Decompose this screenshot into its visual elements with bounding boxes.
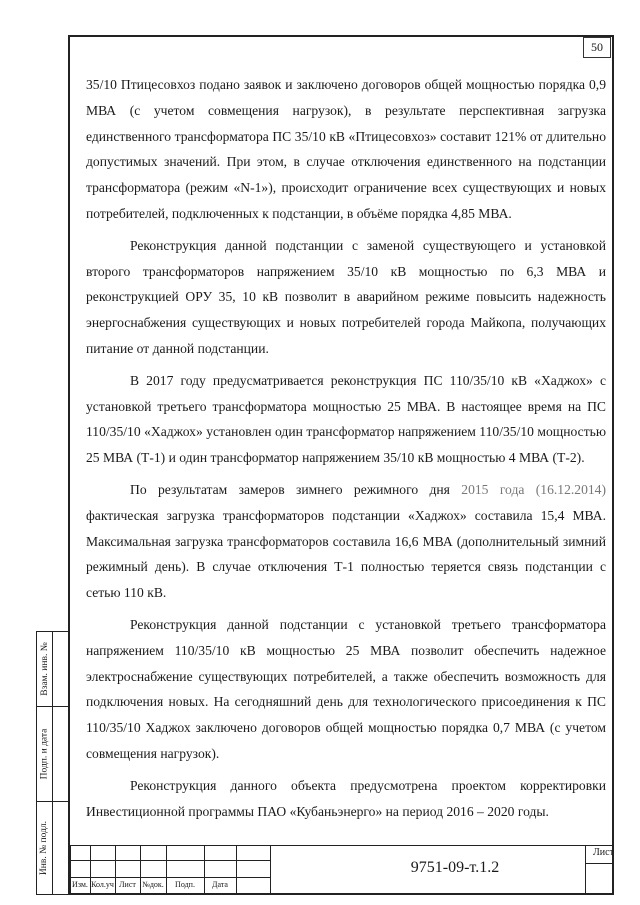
document-body — [86, 72, 606, 824]
paragraph-3: В 2017 году предусматривается реконструкция ПС 110/35/10 кВ «Хаджох» с установкой третьего трансформатора мощностью 25 МВА. В настоящее время на ПС 110/35/10 «Хаджох» установлен один трансформатор напряжением 110/35/10 мощностью 25 МВА (Т-1) и один трансформатор напряжением 35/10 кВ мощностью 4 МВА (Т-2). — [86, 372, 606, 466]
paragraph-5: Реконструкция данной подстанции с установкой третьего трансформатора напряжением 110/35/10 кВ мощностью 25 МВА позволит обеспечить надежное электроснабжение существующих потребителей, а также обеспечить возможность для подключения новых. На сегодняшний день для технологического присоединения к ПС 110/35/10 Хаджох заключено договоров общей мощностью порядка 0,7 МВА (с учетом совмещения нагрузок). — [86, 616, 606, 761]
stamp-vzam-label: Взам. инв. № — [39, 642, 50, 696]
caption-list: Лист — [119, 880, 136, 889]
paragraph-1: 35/10 Птицесовхоз подано заявок и заключено договоров общей мощностью порядка 0,9 МВА (с учетом совмещения нагрузок), в результате перспективная загрузка единственного трансформатора ПС 35/10 кВ «Птицесовхоз» составит 121% от длительно допустимых значений. При этом, в случае отключения единственного на подстанции трансформатора (режим «N-1»), происходит ограничение всех существующих и новых потребителей, подключенных к подстанции, в объёме порядка 4,85 МВА. — [86, 77, 606, 221]
paragraph-4-part-a: По результатам замеров зимнего режимного дня — [130, 481, 462, 497]
stamp-vzam-cell — [37, 632, 53, 706]
paragraph-4 — [86, 477, 606, 606]
caption-ndok: №док. — [142, 880, 164, 889]
paragraph-2: Реконструкция данной подстанции с заменой существующего и установкой второго трансформаторов напряжением 35/10 кВ мощностью по 6,3 МВА и реконструкцией ОРУ 35, 10 кВ позволит в аварийном режиме повысить надежность энергоснабжения существующих и новых потребителей города Майкопа, получающих питание от данной подстанции. — [86, 237, 606, 356]
paragraph-4-date: 2015 года (16.12.2014) — [461, 481, 606, 497]
page-number: 50 — [583, 37, 611, 58]
caption-data: Дата — [212, 880, 228, 889]
caption-podp: Подп. — [175, 880, 195, 889]
stamp-inv-label: Инв. № подл. — [39, 820, 50, 875]
title-block — [70, 845, 614, 894]
document-code: 9751-09-т.1.2 — [410, 859, 500, 876]
caption-koluch: Кол.уч — [91, 880, 114, 889]
stamp-podp-label: Подп. и дата — [39, 728, 50, 779]
stamp-inv-cell — [37, 801, 53, 894]
stamp-podp-cell — [37, 706, 53, 801]
paragraph-6: Реконструкция данного объекта предусмотрена проектом корректировки Инвестиционной программы ПАО «Кубаньэнерго» на период 2016 – 2020 годы. — [86, 777, 606, 819]
binding-stamp — [36, 631, 68, 895]
caption-izm: Изм. — [72, 880, 88, 889]
paragraph-4-part-b: фактическая загрузка трансформаторов подстанции «Хаджох» составила 15,4 МВА. Максимальная загрузка трансформаторов составила 16,6 МВА (дополнительный зимний режимный день). В случае отключения Т-1 полностью теряется связь подстанции с сетью 110 кВ. — [86, 507, 606, 601]
sheet-label: Лист — [593, 847, 614, 858]
